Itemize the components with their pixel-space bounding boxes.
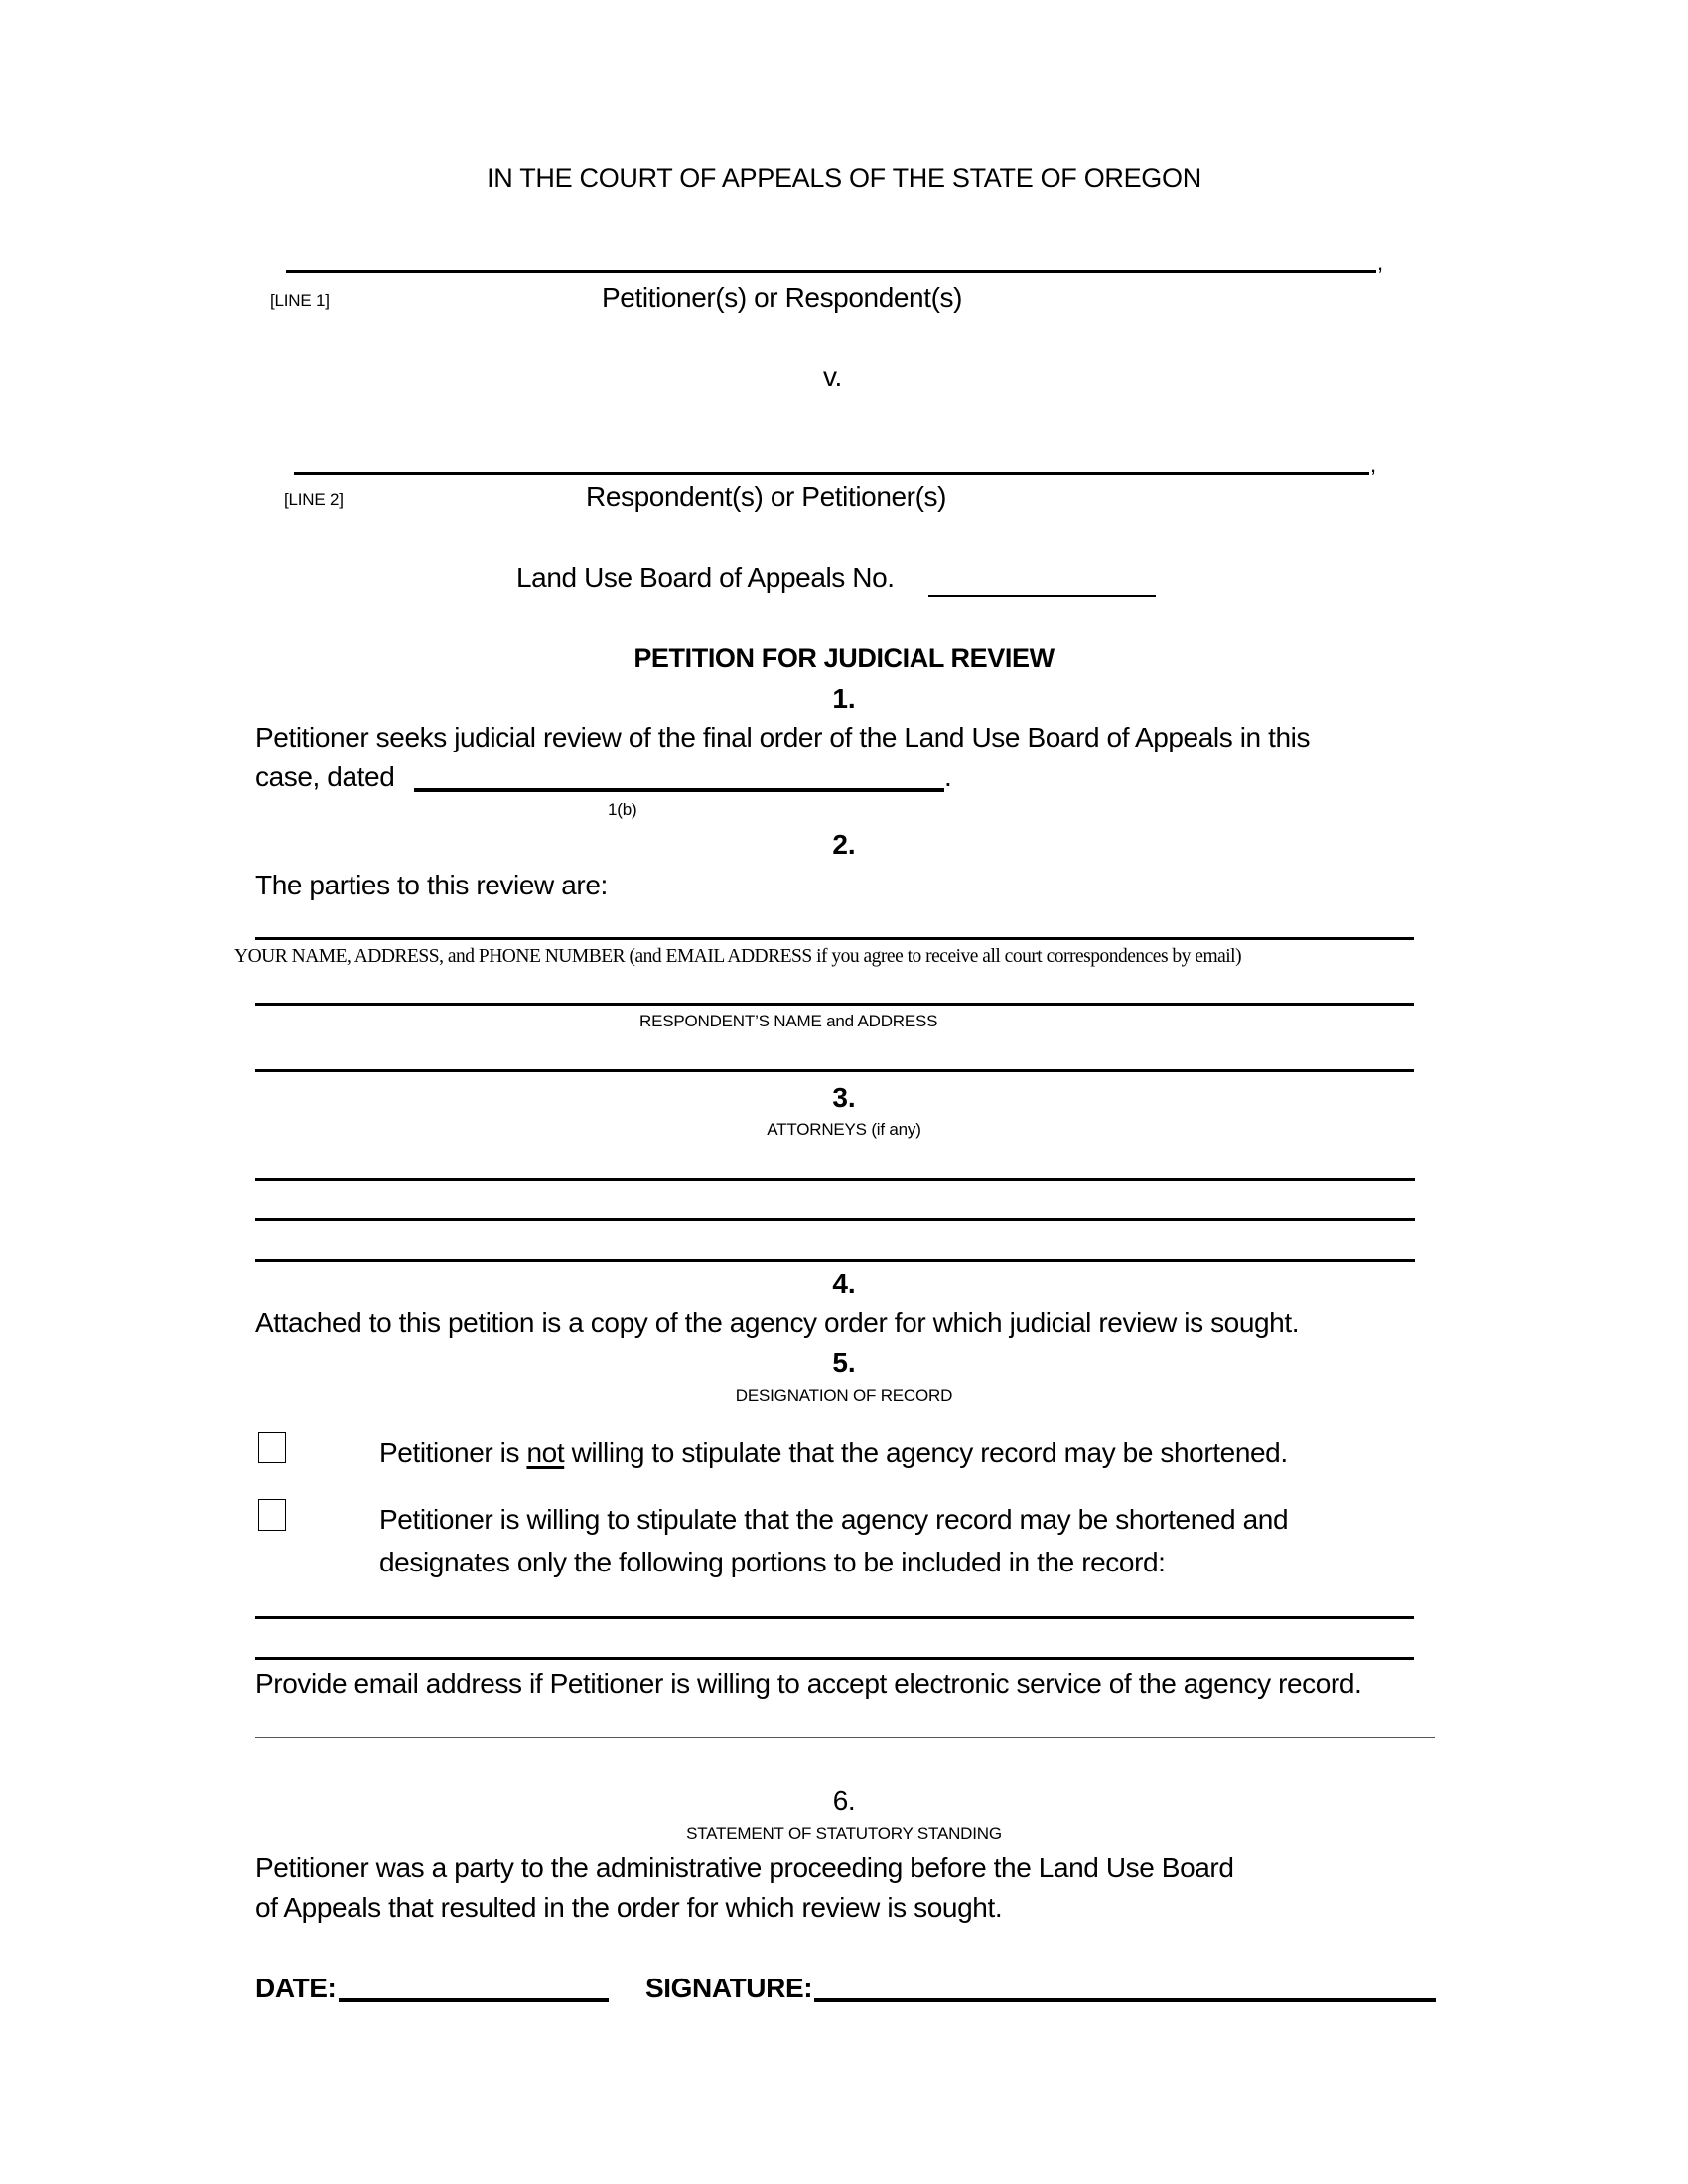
section-4-number: 4. (832, 1268, 856, 1298)
option-willing-line2: designates only the following portions to be included in the record: (379, 1547, 1166, 1577)
section-1-number: 1. (832, 683, 856, 714)
standing-text-line1: Petitioner was a party to the administrative proceeding before the Land Use Board (255, 1852, 1234, 1883)
line2-comma: , (1370, 452, 1376, 477)
option-not-willing-emphasis: not (526, 1437, 565, 1468)
option-not-willing-after: willing to stipulate that the agency record may be shortened. (564, 1437, 1288, 1468)
section-5-number: 5. (832, 1347, 856, 1378)
email-prompt: Provide email address if Petitioner is willing to accept electronic service of the agency record. (255, 1668, 1362, 1699)
versus-label: v. (823, 361, 842, 392)
line2-role-label: Respondent(s) or Petitioner(s) (586, 481, 947, 512)
respondent-info-field-1[interactable] (255, 1003, 1414, 1006)
option-not-willing-before: Petitioner is (379, 1437, 527, 1468)
standing-heading: STATEMENT OF STATUTORY STANDING (686, 1824, 1002, 1843)
order-date-field[interactable] (414, 788, 944, 792)
attorneys-heading: ATTORNEYS (if any) (767, 1120, 921, 1139)
record-portions-line-2[interactable] (255, 1657, 1414, 1660)
section-1-text-line1: Petitioner seeks judicial review of the final order of the Land Use Board of Appeals in this (255, 722, 1311, 752)
record-portions-line-1[interactable] (255, 1616, 1414, 1619)
respondent-info-label: RESPONDENT’S NAME and ADDRESS (639, 1012, 938, 1030)
your-info-label: YOUR NAME, ADDRESS, and PHONE NUMBER (and EMAIL ADDRESS if you agree to receive all court correspondences by email) (234, 946, 1242, 967)
section-4-text: Attached to this petition is a copy of the agency order for which judicial review is sought. (255, 1307, 1300, 1338)
date-field[interactable] (339, 1998, 609, 2002)
order-date-hint: 1(b) (608, 800, 637, 819)
respondent-info-field-2[interactable] (255, 1069, 1414, 1072)
line1-tag: [LINE 1] (270, 291, 330, 310)
not-willing-checkbox[interactable] (258, 1432, 286, 1463)
attorney-line-3[interactable] (255, 1259, 1415, 1262)
parties-intro: The parties to this review are: (255, 870, 608, 900)
email-field[interactable] (255, 1737, 1435, 1738)
signature-field[interactable] (814, 1998, 1436, 2002)
designation-heading: DESIGNATION OF RECORD (735, 1386, 953, 1405)
standing-text-line2: of Appeals that resulted in the order for which review is sought. (255, 1892, 1003, 1923)
your-info-field[interactable] (255, 937, 1414, 940)
document-title: PETITION FOR JUDICIAL REVIEW (633, 643, 1055, 673)
section-3-number: 3. (832, 1082, 856, 1113)
date-label: DATE: (255, 1973, 337, 2003)
signature-label: SIGNATURE: (645, 1973, 813, 2003)
luba-number-field[interactable] (928, 595, 1156, 597)
section-1-text-line2-prefix: case, dated (255, 761, 395, 792)
line2-tag: [LINE 2] (284, 490, 344, 509)
line1-role-label: Petitioner(s) or Respondent(s) (602, 282, 963, 313)
line1-comma: , (1377, 250, 1383, 275)
party-line-2-field[interactable] (294, 472, 1369, 475)
party-line-1-field[interactable] (286, 270, 1376, 273)
attorney-line-2[interactable] (255, 1218, 1415, 1221)
willing-checkbox[interactable] (258, 1499, 286, 1531)
option-not-willing-text (379, 1437, 1288, 1469)
section-6-number: 6. (832, 1785, 856, 1816)
option-willing-line1: Petitioner is willing to stipulate that the agency record may be shortened and (379, 1504, 1289, 1535)
luba-number-label: Land Use Board of Appeals No. (516, 562, 895, 593)
section-1-period: . (944, 761, 952, 792)
attorney-line-1[interactable] (255, 1178, 1415, 1181)
section-2-number: 2. (832, 829, 856, 860)
court-title: IN THE COURT OF APPEALS OF THE STATE OF OREGON (487, 163, 1201, 193)
